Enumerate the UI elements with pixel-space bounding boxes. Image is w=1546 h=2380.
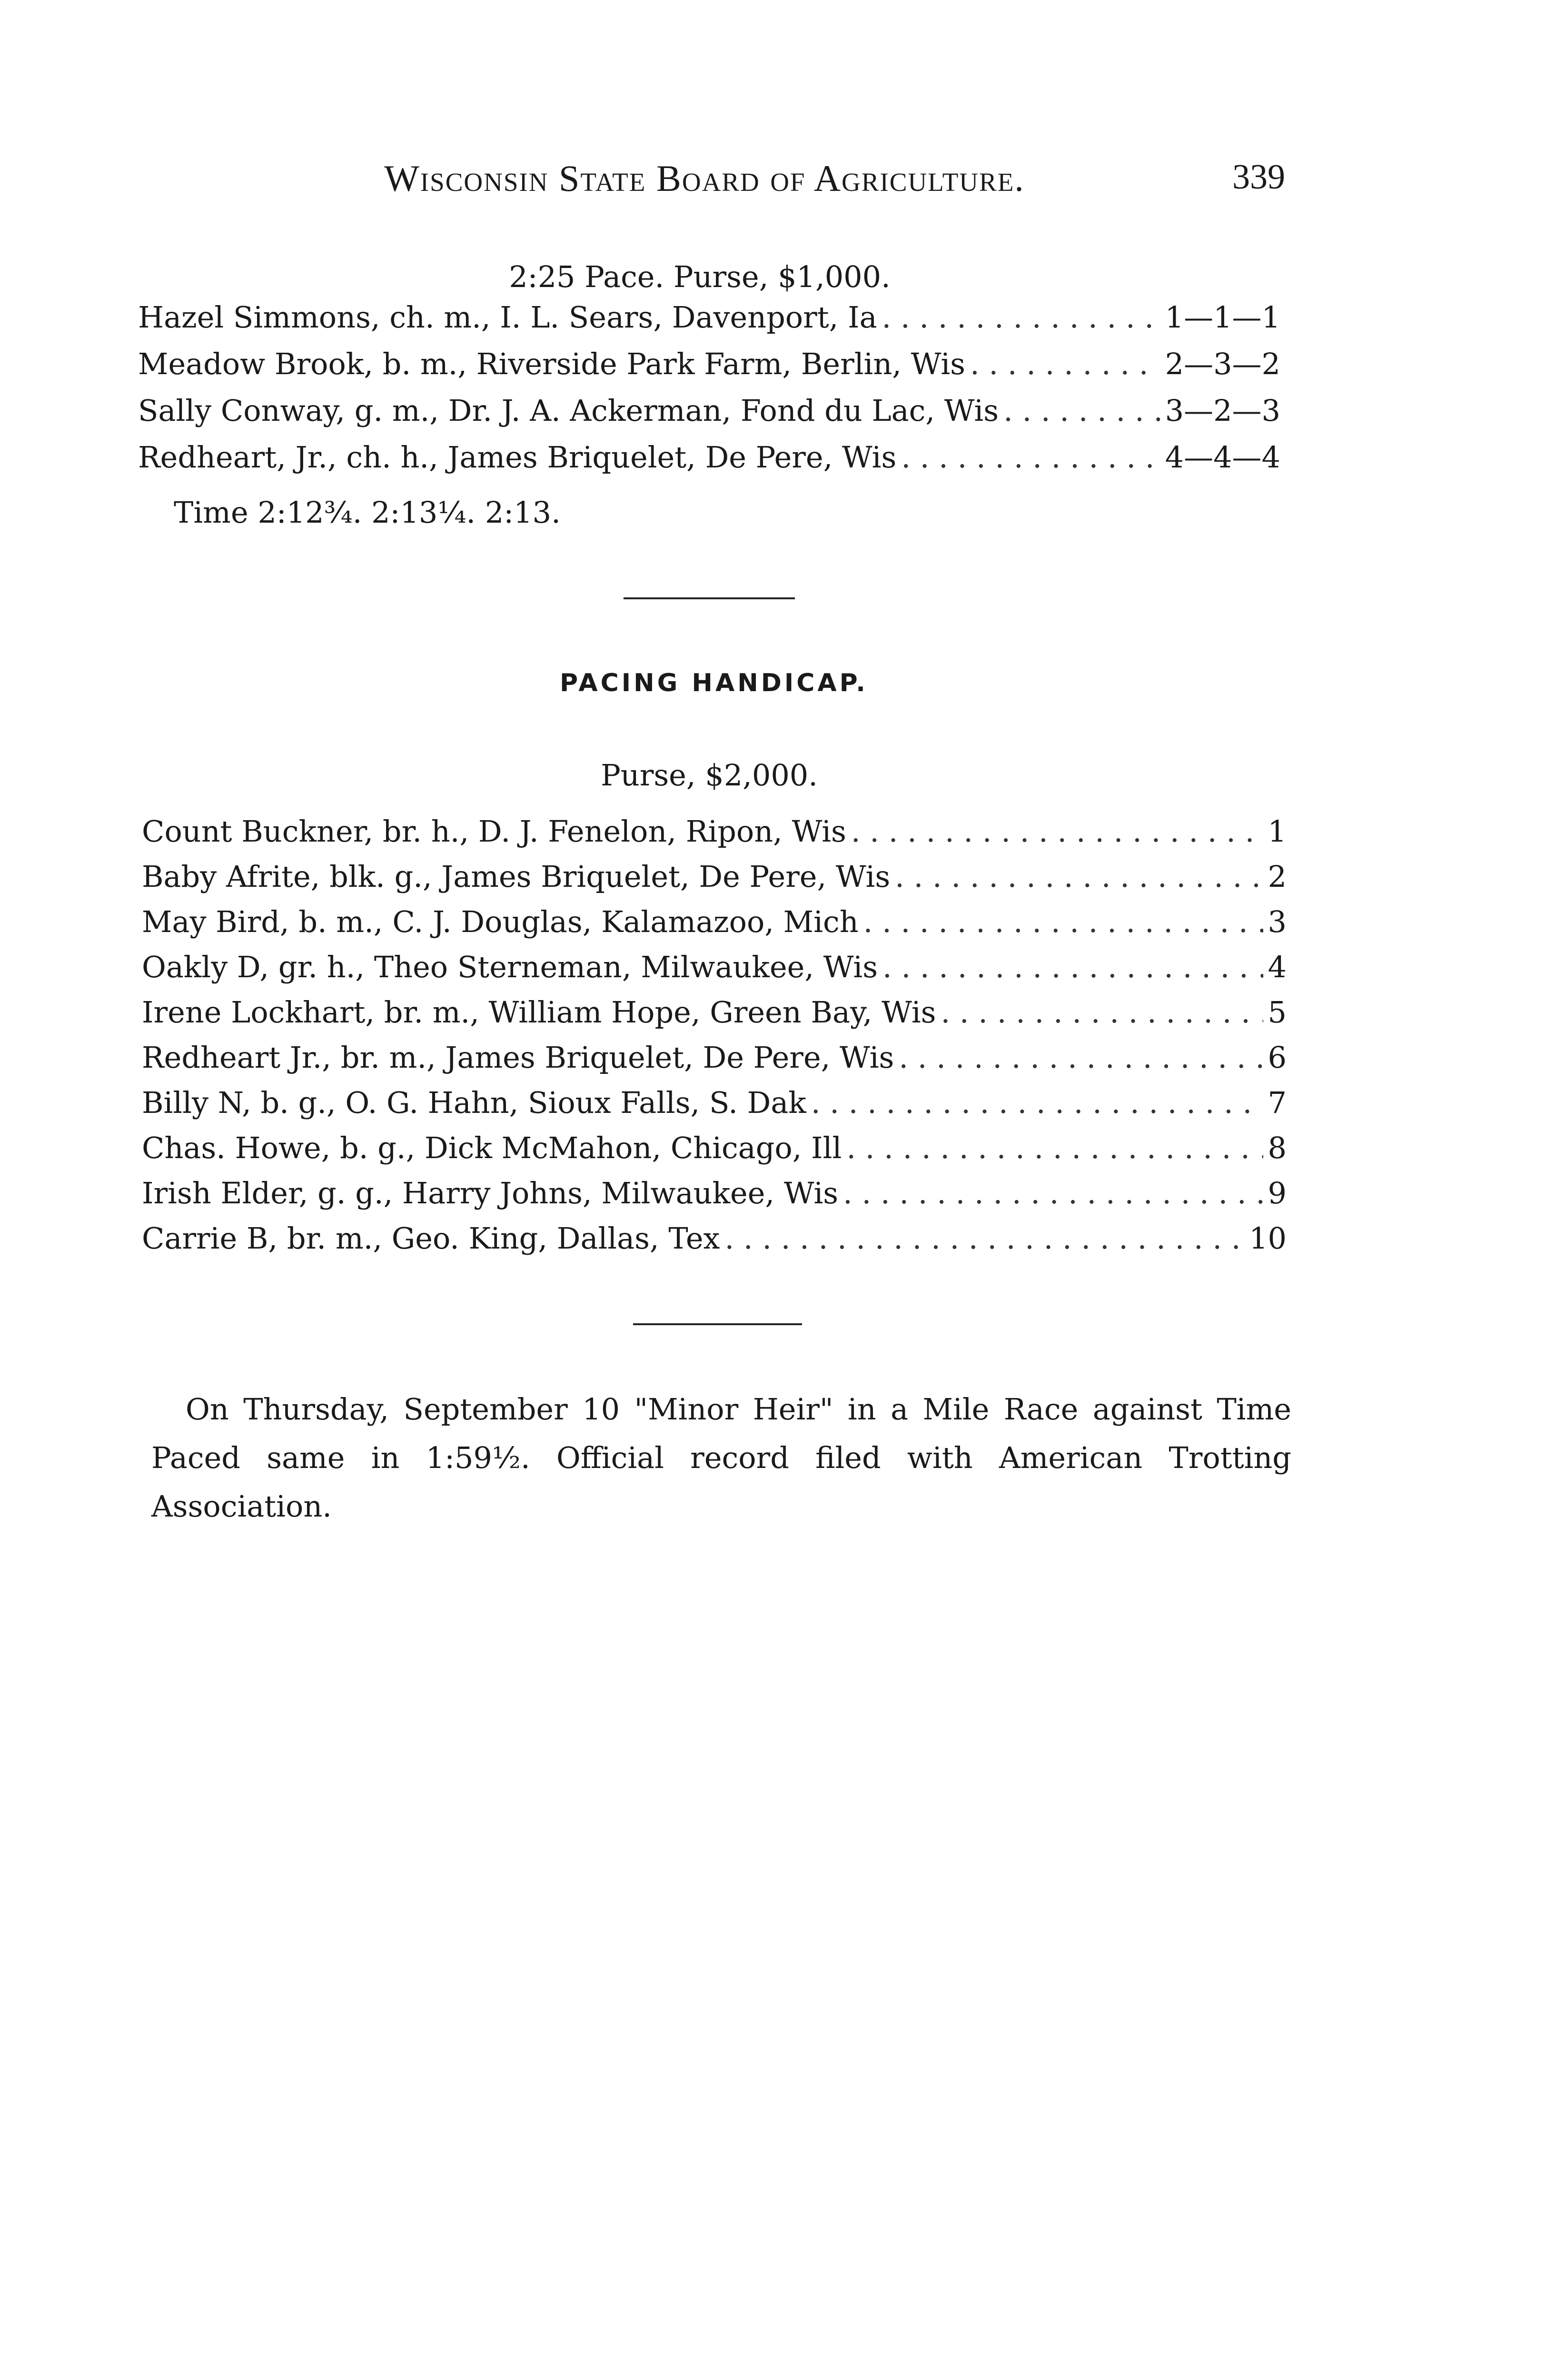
entry-result: 3 xyxy=(1268,904,1287,939)
dot-leader xyxy=(899,1035,1263,1080)
race-entry xyxy=(138,342,1280,387)
entry-result: 6 xyxy=(1268,1040,1287,1075)
dot-leader xyxy=(895,854,1263,899)
race-entry xyxy=(142,854,1287,899)
race-entry xyxy=(138,295,1280,340)
dot-leader xyxy=(882,295,1160,340)
entry-name: Chas. Howe, b. g., Dick McMahon, Chicago, Ill xyxy=(142,1130,842,1165)
race-entry xyxy=(142,1081,1287,1125)
entry-result: 7 xyxy=(1268,1085,1287,1120)
entry-result: 9 xyxy=(1268,1176,1287,1210)
section-divider xyxy=(633,1323,802,1325)
entry-name: Carrie B, br. m., Geo. King, Dallas, Tex xyxy=(142,1221,720,1256)
dot-leader xyxy=(1003,388,1160,433)
entry-name: Redheart Jr., br. m., James Briquelet, De Pere, Wis xyxy=(142,1040,894,1075)
race-entry xyxy=(142,1035,1287,1080)
dot-leader xyxy=(970,342,1160,387)
race-entry xyxy=(142,1126,1287,1170)
entry-name: Oakly D, gr. h., Theo Sterneman, Milwaukee, Wis xyxy=(142,950,878,984)
race-entry xyxy=(142,809,1287,854)
entry-result: 3—2—3 xyxy=(1165,393,1280,428)
running-head: Wisconsin State Board of Agriculture. xyxy=(384,158,1025,199)
entry-name: Redheart, Jr., ch. h., James Briquelet, De Pere, Wis xyxy=(138,440,897,475)
race-entry xyxy=(142,945,1287,990)
entry-result: 4 xyxy=(1268,950,1287,984)
entry-name: Irene Lockhart, br. m., William Hope, Green Bay, Wis xyxy=(142,995,936,1030)
entry-result: 8 xyxy=(1268,1130,1287,1165)
section-divider xyxy=(624,597,795,599)
entry-name: Irish Elder, g. g., Harry Johns, Milwaukee, Wis xyxy=(142,1176,839,1210)
entry-result: 1 xyxy=(1268,814,1287,849)
race-entry xyxy=(142,990,1287,1035)
dot-leader xyxy=(941,990,1263,1035)
entry-result: 10 xyxy=(1249,1221,1287,1256)
purse-line: Purse, $2,000. xyxy=(601,758,818,793)
dot-leader xyxy=(901,435,1160,480)
race-entry xyxy=(138,388,1280,433)
entry-name: May Bird, b. m., C. J. Douglas, Kalamazoo, Mich xyxy=(142,904,859,939)
race-entry xyxy=(138,435,1280,480)
entry-name: Sally Conway, g. m., Dr. J. A. Ackerman, Fond du Lac, Wis xyxy=(138,393,999,428)
note-paragraph: On Thursday, September 10 "Minor Heir" in a Mile Race against Time Paced same in 1:59½. Official record filed with American Trotting Association. xyxy=(151,1392,1291,1524)
entry-name: Hazel Simmons, ch. m., I. L. Sears, Davenport, Ia xyxy=(138,300,877,335)
dot-leader xyxy=(725,1216,1245,1261)
dot-leader xyxy=(843,1171,1263,1216)
entry-name: Baby Afrite, blk. g., James Briquelet, De Pere, Wis xyxy=(142,859,891,894)
entry-name: Count Buckner, br. h., D. J. Fenelon, Ripon, Wis xyxy=(142,814,846,849)
race-title: 2:25 Pace. Purse, $1,000. xyxy=(509,259,891,294)
entry-name: Meadow Brook, b. m., Riverside Park Farm, Berlin, Wis xyxy=(138,347,965,381)
entry-result: 1—1—1 xyxy=(1165,300,1280,335)
race-entry xyxy=(142,1216,1287,1261)
entry-name: Billy N, b. g., O. G. Hahn, Sioux Falls, S. Dak xyxy=(142,1085,806,1120)
dot-leader xyxy=(811,1081,1263,1125)
section-heading: PACING HANDICAP. xyxy=(560,669,868,697)
race-time: Time 2:12¾. 2:13¼. 2:13. xyxy=(174,495,561,530)
entry-result: 4—4—4 xyxy=(1165,440,1280,475)
entry-result: 2 xyxy=(1268,859,1287,894)
dot-leader xyxy=(863,900,1263,944)
dot-leader xyxy=(851,809,1263,854)
entry-result: 5 xyxy=(1268,995,1287,1030)
race-entry xyxy=(142,900,1287,944)
entry-result: 2—3—2 xyxy=(1165,347,1280,381)
dot-leader xyxy=(882,945,1263,990)
race-entry xyxy=(142,1171,1287,1216)
dot-leader xyxy=(846,1126,1263,1170)
page-number: 339 xyxy=(1232,158,1285,197)
